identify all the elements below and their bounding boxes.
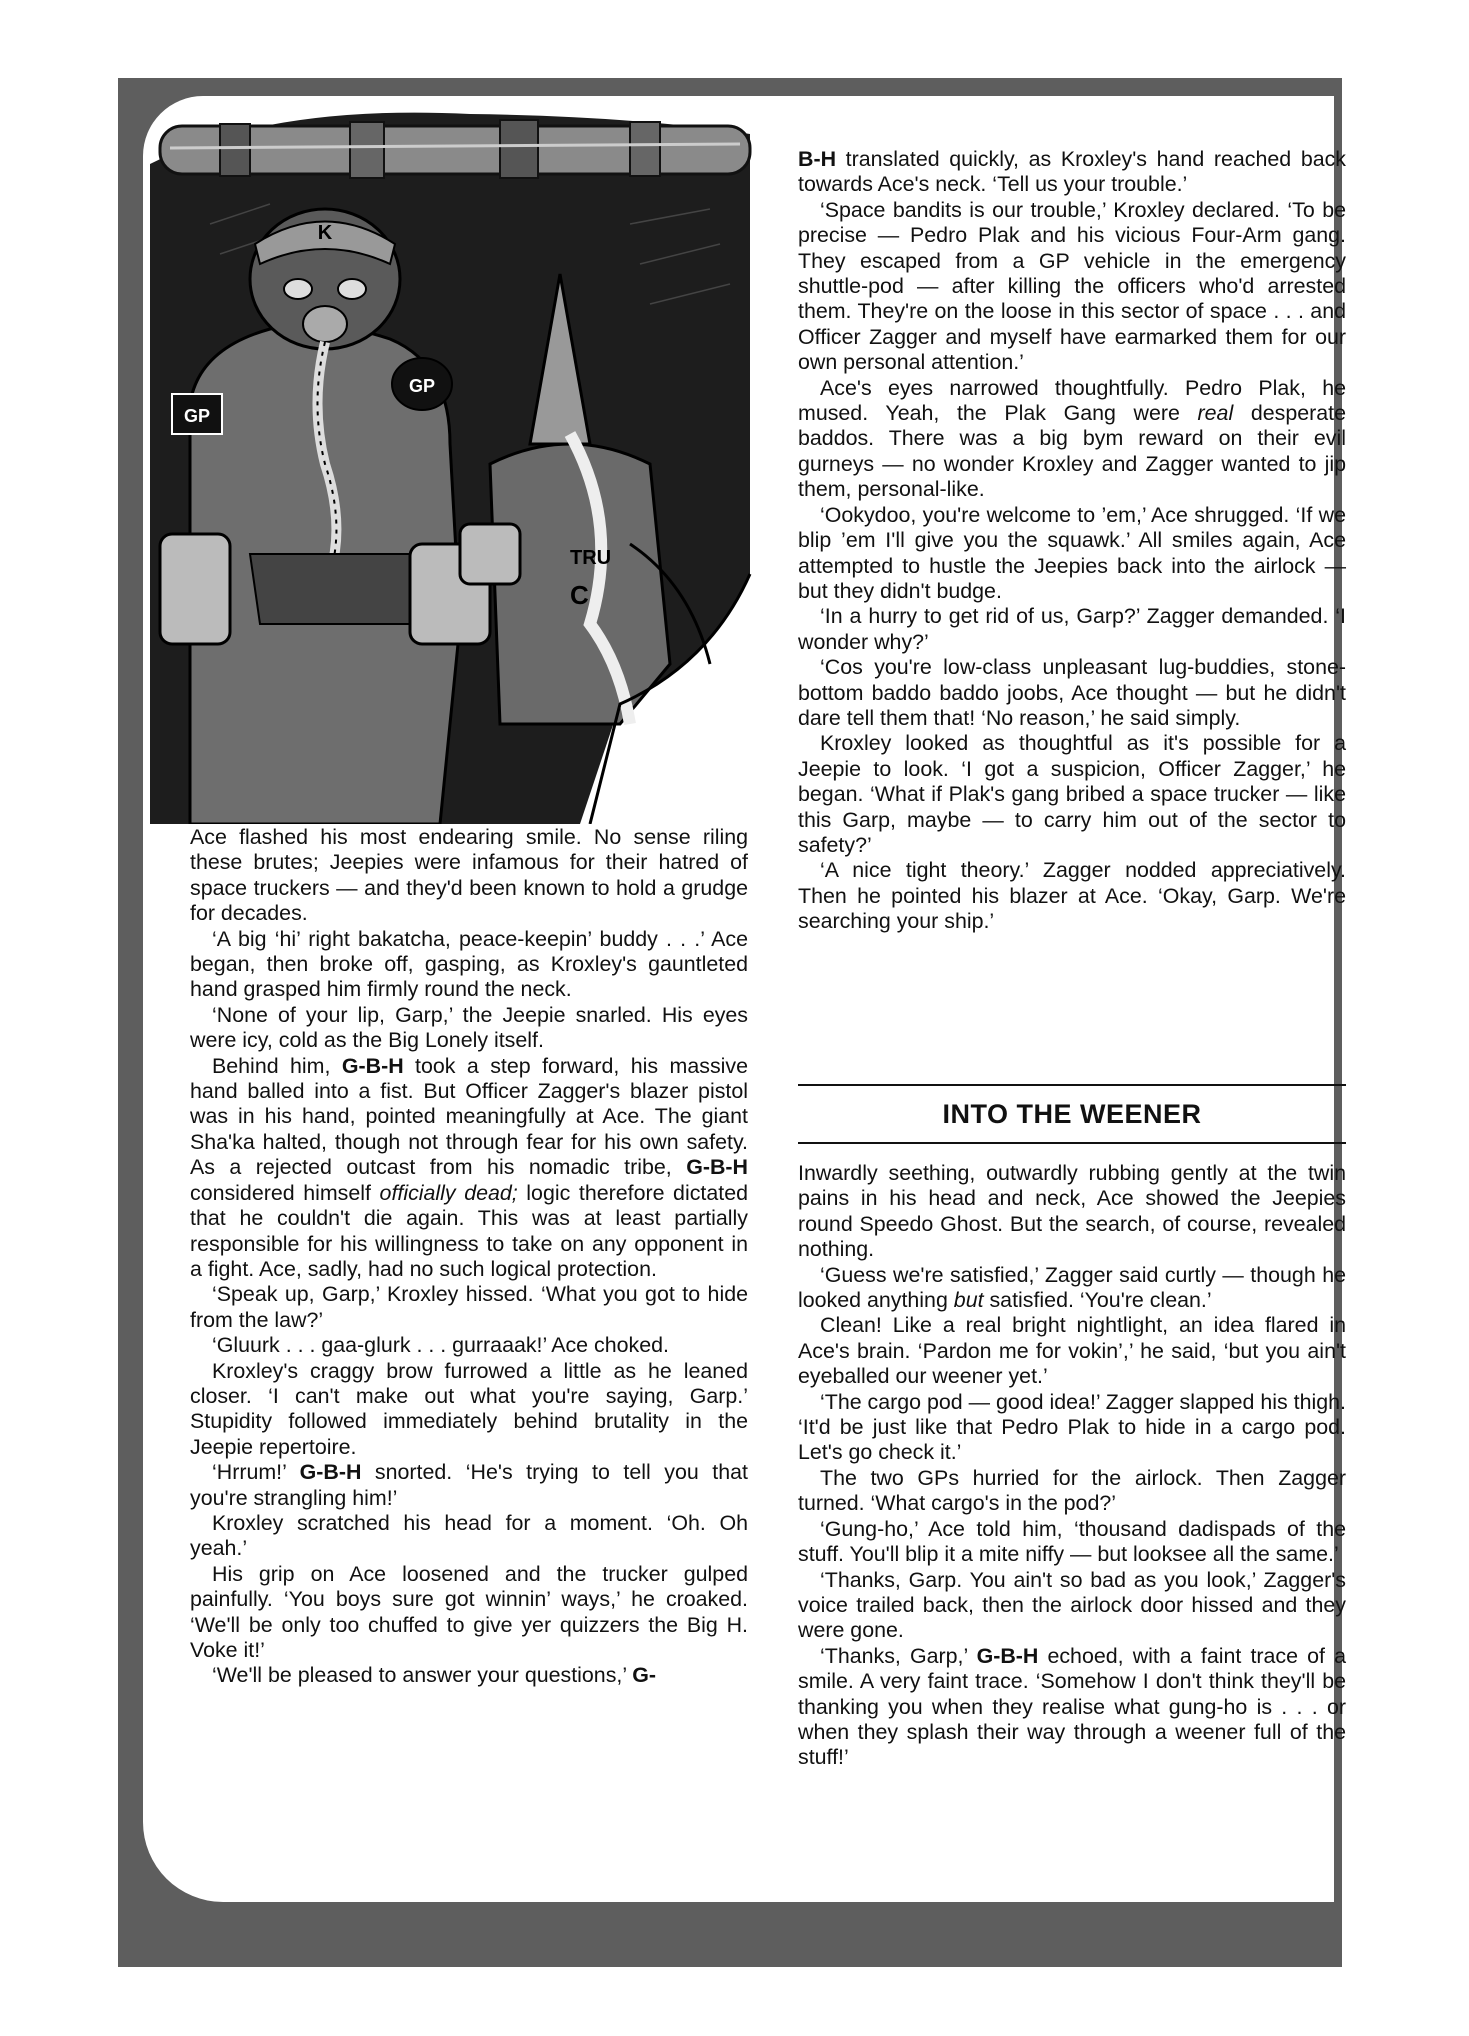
paragraph: B-H translated quickly, as Kroxley's hand reached back towards Ace's neck. ‘Tell us your trouble.’ — [798, 147, 1346, 197]
section-heading-text: INTO THE WEENER — [942, 1098, 1202, 1129]
paragraph: Clean! Like a real bright nightlight, an idea flared in Ace's brain. ‘Pardon me for vokin’,’ he said, ‘but you ain't eyeballed our weener yet.’ — [798, 1313, 1346, 1389]
right-column-bottom — [798, 1161, 1346, 1771]
paragraph: ‘Ookydoo, you're welcome to ’em,’ Ace shrugged. ‘If we blip ’em I'll give you the squawk.’ All smiles again, Ace attempted to hustle the Jeepies back into the airlock — but they didn't budge. — [798, 502, 1346, 603]
paragraph: ‘Hrrum!’ G-B-H snorted. ‘He's trying to tell you that you're strangling him!’ — [190, 1460, 748, 1510]
chest-text: TRU — [570, 547, 612, 569]
paragraph: His grip on Ace loosened and the trucker gulped painfully. ‘You boys sure got winnin’ ways,’ he croaked. ‘We'll be only too chuffed to give yer quizzers the Big H. Voke it!’ — [190, 1561, 748, 1662]
paragraph: ‘None of your lip, Garp,’ the Jeepie snarled. His eyes were icy, cold as the Big Lonely itself. — [190, 1002, 748, 1053]
paragraph: ‘Thanks, Garp,’ G-B-H echoed, with a faint trace of a smile. A very faint trace. ‘Somehow I don't think they'll be thanking you when they realise what gung-ho is . . . or when they splash their way through a weener full of the stuff!’ — [798, 1643, 1346, 1770]
paragraph: The two GPs hurried for the airlock. Then Zagger turned. ‘What cargo's in the pod?’ — [798, 1465, 1346, 1516]
paragraph: Kroxley scratched his head for a moment. ‘Oh. Oh yeah.’ — [190, 1510, 748, 1561]
story-illustration — [150, 104, 780, 824]
armband-left: GP — [183, 406, 211, 426]
paragraph: Behind him, G-B-H took a step forward, his massive hand balled into a fist. But Officer Zagger's blazer pistol was in his hand, pointed meaningfully at Ace. The giant Sha'ka halted, though not through fear for his own safety. As a rejected outcast from his nomadic tribe, G-B-H considered himself officially dead; logic therefore dictated that he couldn't die again. This was at least partially responsible for his willingness to take on any opponent in a fight. Ace, sadly, had no such logical protection. — [190, 1053, 748, 1281]
paragraph: Kroxley looked as thoughtful as it's possible for a Jeepie to look. ‘I got a suspicion, Officer Zagger,’ he began. ‘What if Plak's gang bribed a space trucker — like this Garp, maybe — to carry him out of the sector to safety?’ — [798, 731, 1346, 857]
armband-right: GP — [408, 376, 436, 396]
paragraph: Inwardly seething, outwardly rubbing gently at the twin pains in his head and neck, Ace showed the Jeepies round Speedo Ghost. But the search, of course, revealed nothing. — [798, 1161, 1346, 1262]
paragraph: ‘Space bandits is our trouble,’ Kroxley declared. ‘To be precise — Pedro Plak and his vicious Four-Arm gang. They escaped from a GP vehicle in the emergency shuttle-pod — after killing the officers who'd arrested them. They're on the loose in this sector of space . . . and Officer Zagger and myself have earmarked them for our own personal attention.’ — [798, 197, 1346, 375]
paragraph: ‘Cos you're low-class unpleasant lug-buddies, stone-bottom baddo baddo joobs, Ace thought — but he didn't dare tell them that! ‘No reason,’ he said simply. — [798, 655, 1346, 730]
section-heading — [798, 1084, 1346, 1144]
helmet-letter: K — [317, 222, 333, 244]
paragraph: ‘In a hurry to get rid of us, Garp?’ Zagger demanded. ‘I wonder why?’ — [798, 604, 1346, 654]
paragraph: ‘Guess we're satisfied,’ Zagger said curtly — though he looked anything but satisfied. ‘You're clean.’ — [798, 1262, 1346, 1313]
paragraph: Kroxley's craggy brow furrowed a little as he leaned closer. ‘I can't make out what you're saying, Garp.’ Stupidity followed immediately behind brutality in the Jeepie repertoire. — [190, 1358, 748, 1459]
paragraph: ‘Gung-ho,’ Ace told him, ‘thousand dadispads of the stuff. You'll blip it a mite niffy — but looksee all the same.’ — [798, 1516, 1346, 1567]
right-column-top — [798, 147, 1346, 935]
paragraph: ‘A nice tight theory.’ Zagger nodded appreciatively. Then he pointed his blazer at Ace. ‘Okay, Garp. We're searching your ship.’ — [798, 858, 1346, 934]
paragraph: ‘Thanks, Garp. You ain't so bad as you look,’ Zagger's voice trailed back, then the airlock door hissed and they were gone. — [798, 1567, 1346, 1643]
conduit-pipe — [160, 120, 750, 178]
paragraph: ‘We'll be pleased to answer your questions,’ G- — [212, 1663, 657, 1688]
paragraph: ‘The cargo pod — good idea!’ Zagger slapped his thigh. ‘It'd be just like that Pedro Plak to hide in a cargo pod. Let's go check it.’ — [798, 1389, 1346, 1465]
paragraph: ‘Speak up, Garp,’ Kroxley hissed. ‘What you got to hide from the law?’ — [190, 1282, 748, 1332]
chest-text-2: C — [570, 580, 589, 610]
paragraph: Ace flashed his most endearing smile. No sense riling these brutes; Jeepies were infamous for their hatred of space truckers — and they'd been known to hold a grudge for decades. — [190, 825, 748, 926]
paragraph: Ace's eyes narrowed thoughtfully. Pedro Plak, he mused. Yeah, the Plak Gang were real desperate baddos. There was a big bym reward on their evil gurneys — no wonder Kroxley and Zagger wanted to jip them, personal-like. — [798, 375, 1346, 502]
paragraph: ‘A big ‘hi’ right bakatcha, peace-keepin’ buddy . . .’ Ace began, then broke off, gasping, as Kroxley's gauntleted hand grasped him firmly round the neck. — [190, 926, 748, 1002]
left-column — [190, 825, 748, 1689]
paragraph: ‘Gluurk . . . gaa-glurk . . . gurraaak!’ Ace choked. — [212, 1333, 669, 1358]
